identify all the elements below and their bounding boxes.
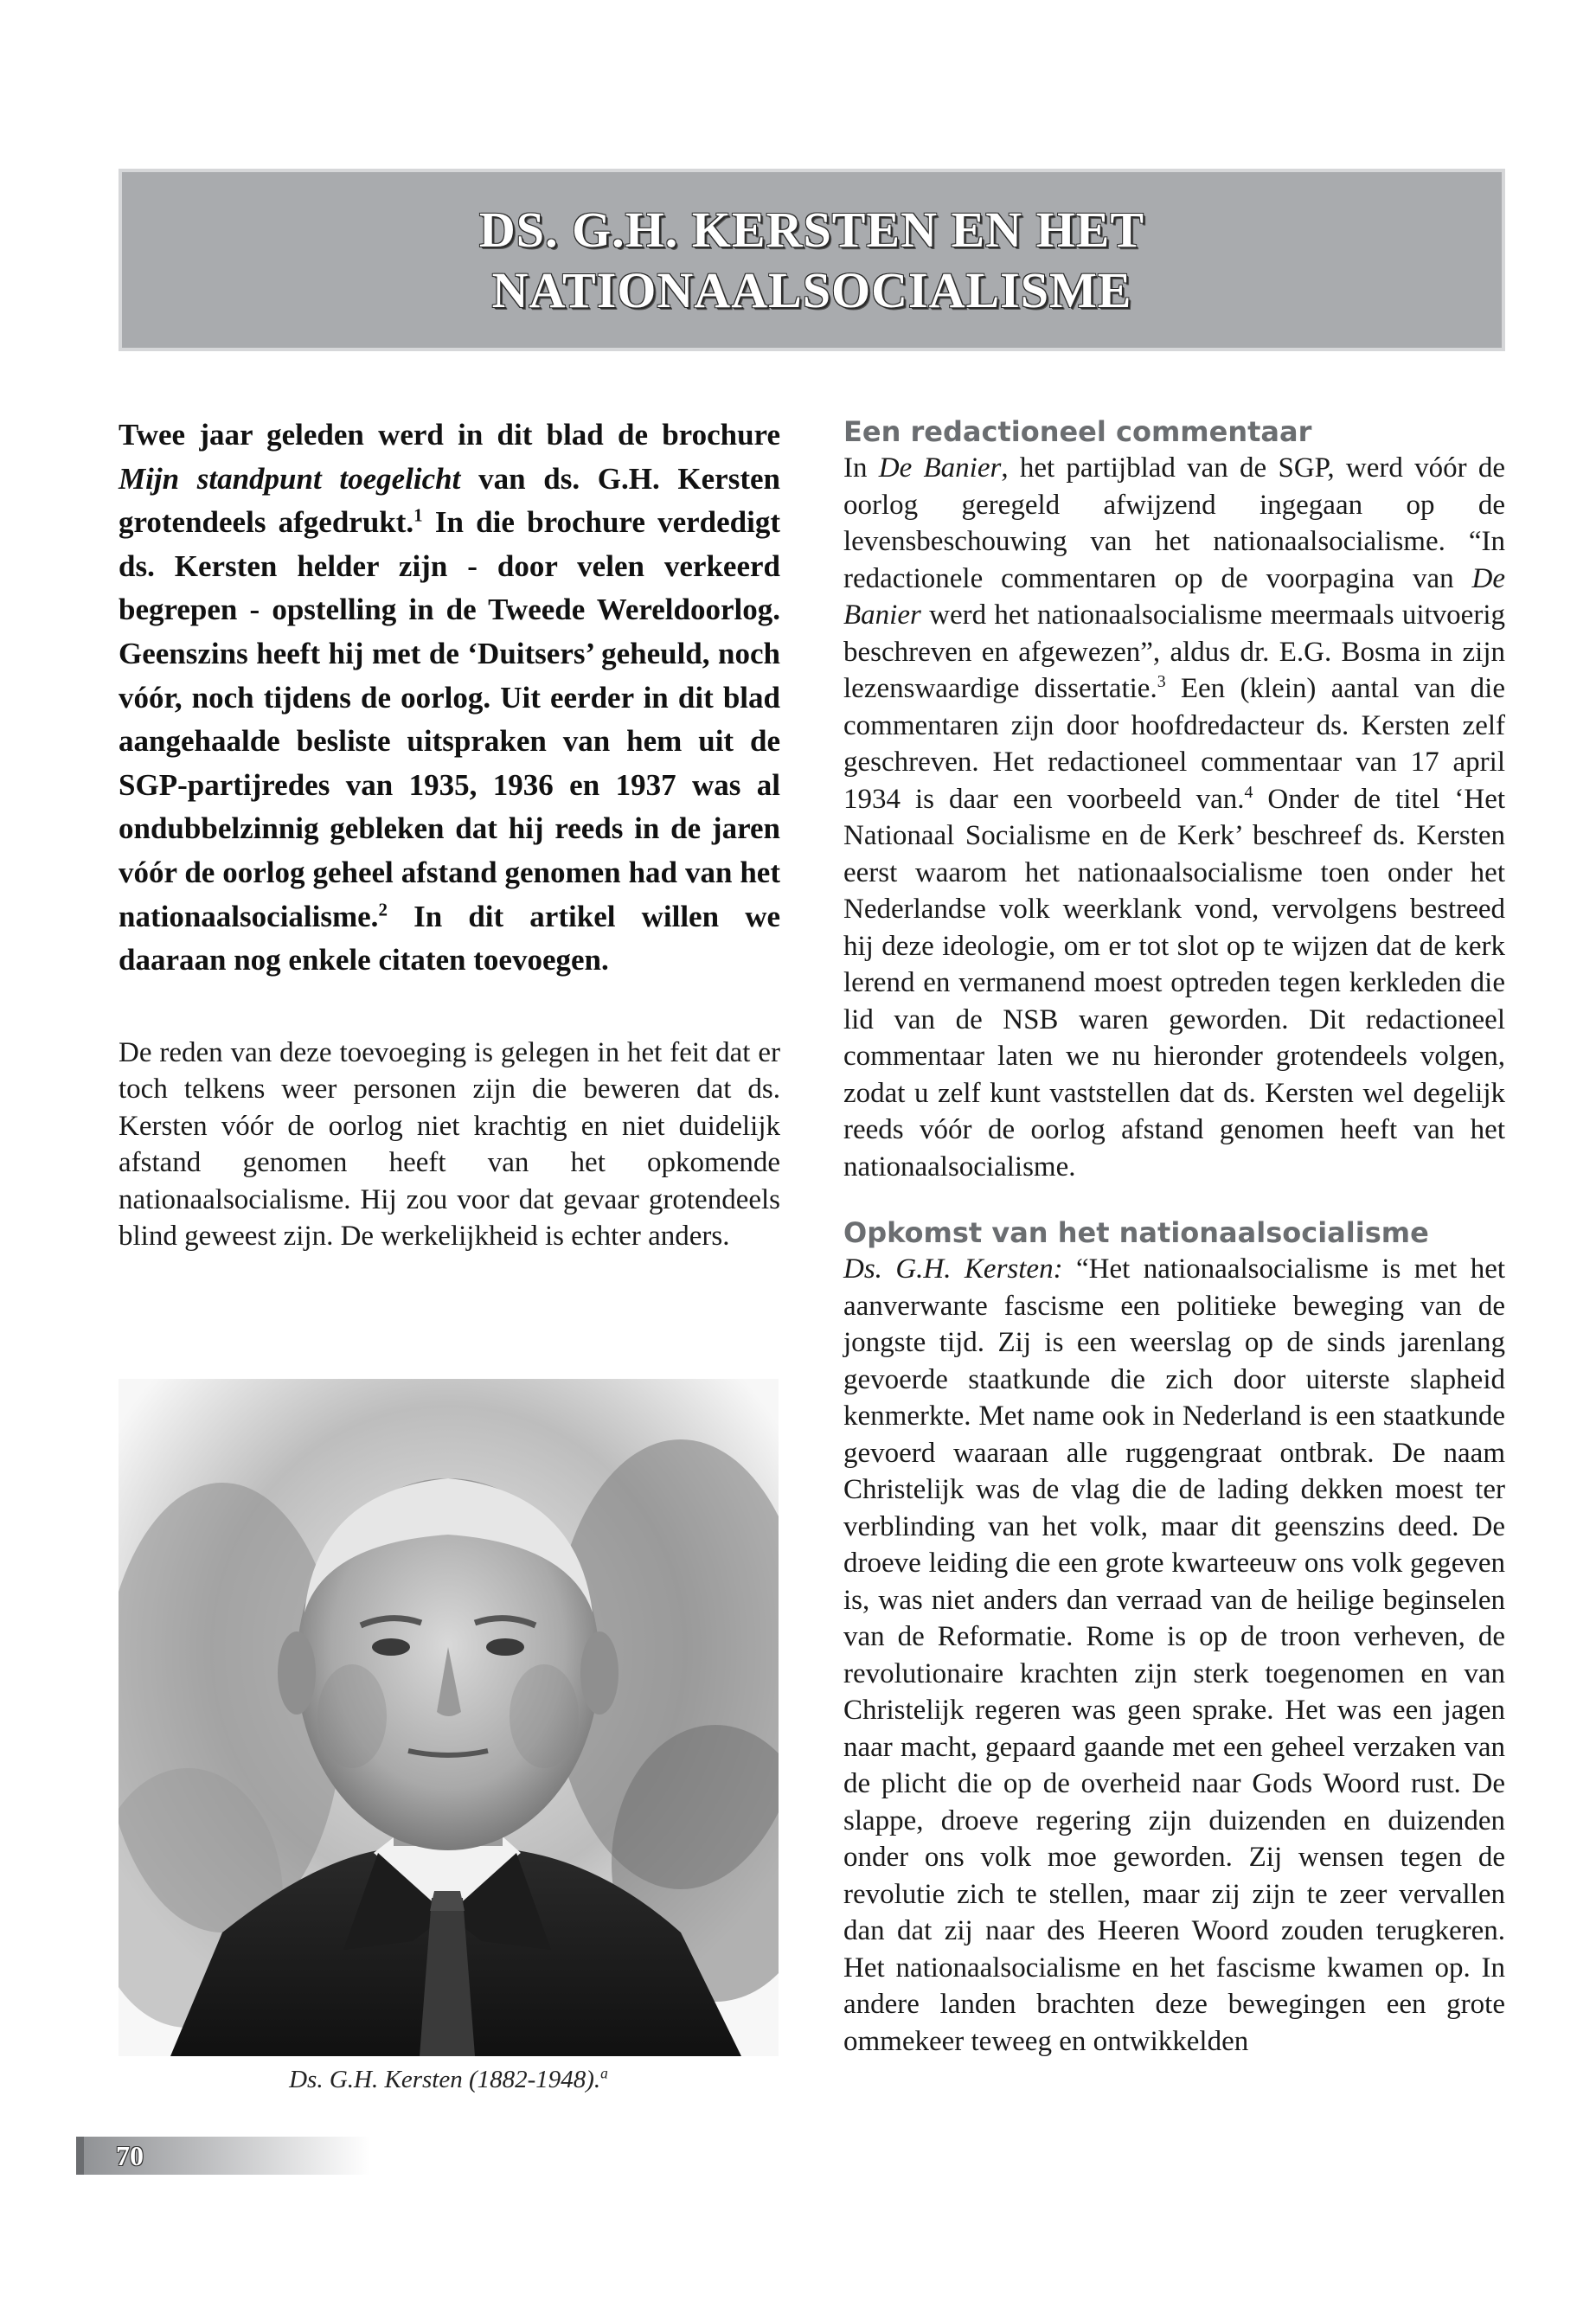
page-number-bar (76, 2137, 370, 2175)
footnote-ref-2: 2 (378, 898, 388, 920)
portrait-image (119, 1379, 779, 2056)
s1-text-1: In (843, 452, 879, 484)
footnote-ref-3: 3 (1157, 672, 1166, 691)
footnote-ref-1: 1 (413, 504, 423, 526)
portrait-photo (119, 1379, 779, 2056)
intro-text-3: In die brochure verdedigt ds. Kersten helder zijn - door velen verkeerd begrepen - opstelling in de Tweede Wereldoorlog. Geenszins heeft hij met de ‘Duitsers’ geheuld, noch vóór, noch tijdens de oorlog. Uit eerder in dit blad aangehaalde besliste uitspraken van hem uit de SGP-partijredes van 1935, 1936 en 1937 was al ondubbelzinnig gebleken dat hij reeds in de jaren vóór de oorlog geheel afstand genomen had van het nationaalsocialisme. (119, 505, 780, 933)
page-number: 70 (116, 2140, 144, 2171)
brochure-title: Mijn standpunt toegelicht (119, 461, 461, 496)
caption-footnote-ref: a (600, 2064, 608, 2082)
intro-text-4: In dit artikel willen we daaraan nog enkele citaten toevoegen. (119, 899, 780, 977)
section-2-paragraph (843, 1251, 1505, 2060)
section-heading-opkomst: Opkomst van het nationaalsocialisme (843, 1216, 1429, 1249)
body-paragraph-2: De reden van deze toevoeging is gelegen in het feit dat er toch telkens weer personen zijn die beweren dat ds. Kersten vóór de oorlog niet krachtig en niet duidelijk afstand genomen heeft van het opkomende nationaalsocialisme. Hij zou voor dat gevaar grotendeels blind geweest zijn. De werkelijkheid is echter anders. (119, 1036, 780, 1253)
section-heading-redactioneel: Een redactioneel commentaar (843, 415, 1312, 448)
intro-text-2: van ds. G.H. Kersten grotendeels afgedrukt. (119, 461, 780, 540)
page-title-line-2: NATIONAALSOCIALISME (491, 261, 1132, 318)
footnote-ref-4: 4 (1244, 782, 1253, 802)
right-column (843, 413, 1505, 2060)
quote-text: “Het nationaalsocialisme is met het aanverwante fascisme een politieke beweging van de jongste tijd. Zij is een weerslag op de sinds jarenlang gevoerde staatkunde die zich door uiterste slapheid kenmerkte. Met name ook in Nederland is een staatkunde gevoerd waaraan alle ruggengraat ontbrak. De naam Christelijk was de vlag die de lading dekken moest ter verblinding van het volk, maar dit geenszins deed. De droeve leiding die een grote kwarteeuw ons volk gegeven is, was niet anders dan verraad van de heilige beginselen van de Reformatie. Rome is op de troon verheven, de revolutionaire krachten zijn sterk toegenomen en van Christelijk regeren was geen sprake. Het was een jagen naar macht, gepaard gaande met een geheel verzaken van de plicht die op de overheid naar Gods Woord rust. De slappe, droeve regering zijn duizenden en duizenden onder ons volk moe geworden. Zij wensen tegen de revolutie zich te stellen, maar zij zijn te zeer vervallen dan dat zij naar des Heeren Woord zouden terugkeren. Het nationaalsocialisme en het fascisme kwamen op. In andere landen brachten deze bewegingen een grote ommekeer teweeg en ontwikkelden (843, 1253, 1506, 2057)
s1-text-2: , het partijblad van de SGP, werd vóór de oorlog geregeld afwijzend ingegaan op de levensbeschouwing van het nationaalsocialisme. “In redactionele commentaren op de voorpagina van (843, 452, 1505, 594)
intro-paragraph (119, 413, 780, 983)
s1-text-4: Een (klein) aantal van die commentaren zijn door hoofdredacteur ds. Kersten zelf geschreven. Het redactioneel commentaar van 17 april 1934 is daar een voorbeeld van. (843, 673, 1505, 815)
s1-publication-2: De Banier (843, 562, 1505, 631)
page-number-edge (76, 2137, 84, 2175)
title-banner (119, 169, 1505, 351)
photo-caption-text: Ds. G.H. Kersten (1882-1948). (289, 2066, 601, 2093)
s1-publication-1: De Banier (878, 452, 1002, 484)
quote-speaker: Ds. G.H. Kersten: (843, 1253, 1063, 1285)
s1-text-3: werd het nationaalsocialisme meermaals uitvoerig beschreven en afgewezen”, aldus dr. E.G. Bosma in zijn lezenswaardige dissertatie. (843, 599, 1505, 704)
left-column (119, 413, 780, 1255)
s1-text-5: Onder de titel ‘Het Nationaal Socialisme en de Kerk’ beschreef ds. Kersten eerst waarom het nationaalsocialisme toen onder het Nederlandse volk weerklank vond, vervolgens bestreed hij deze ideologie, om er tot slot op te wijzen dat de kerk lerend en vermanend moest optreden tegen kerkleden die lid van de NSB waren geworden. Dit redactioneel commentaar laten we nu hieronder grotendeels volgen, zodat u zelf kunt vaststellen dat ds. Kersten wel degelijk reeds vóór de oorlog afstand genomen heeft van het nationaalsocialisme. (843, 783, 1506, 1183)
section-1-paragraph (843, 450, 1505, 1185)
page-title-line-1: DS. G.H. KERSTEN EN HET (478, 201, 1145, 258)
intro-text-1: Twee jaar geleden werd in dit blad de brochure (119, 418, 780, 452)
photo-caption (119, 2066, 779, 2094)
